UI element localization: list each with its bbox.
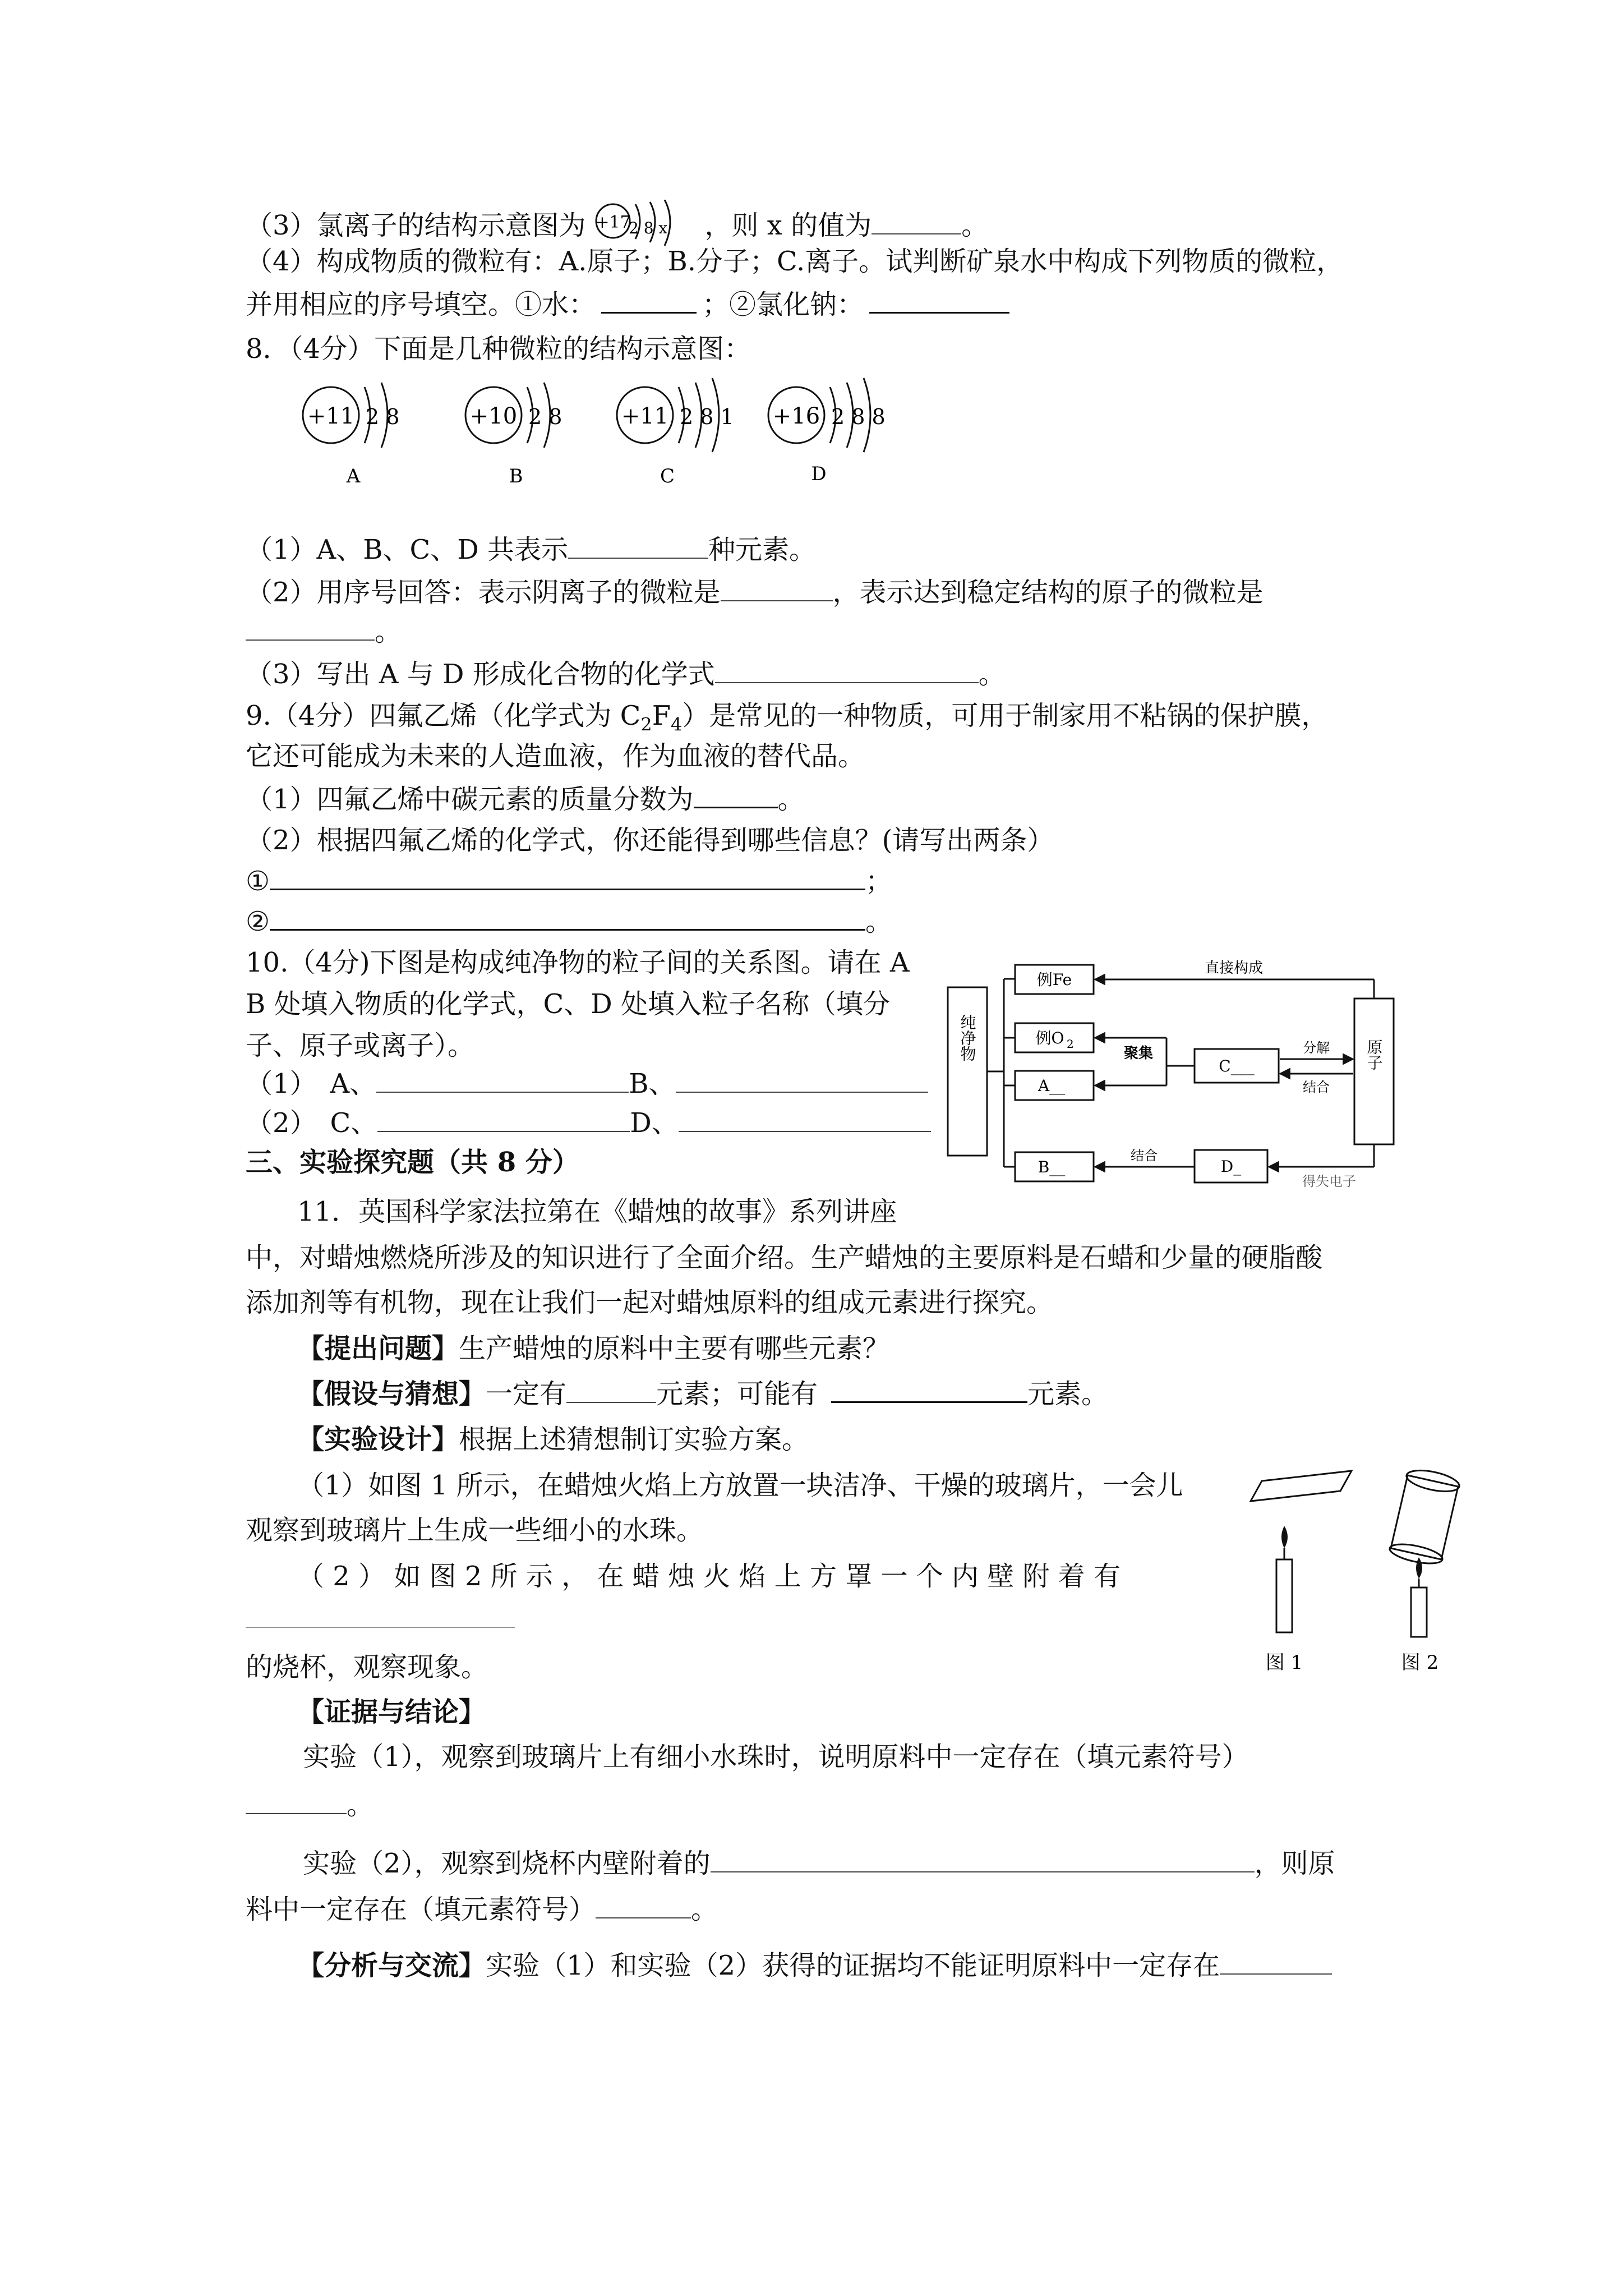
q11-exp1-line1: （1）如图 1 所示，在蜡烛火焰上方放置一块洁净、干燥的玻璃片，一会儿 <box>297 1470 1183 1501</box>
gather-label: 聚集 <box>1123 1045 1154 1062</box>
q11-line2: 中，对蜡烛燃烧所涉及的知识进行了全面介绍。生产蜡烛的主要原料是石蜡和少量的硬脂酸 <box>246 1242 1323 1273</box>
q11-question-text: 生产蜡烛的原料中主要有哪些元素？ <box>459 1333 890 1364</box>
q7-nacl-blank[interactable] <box>869 287 1009 314</box>
q7-line3-text-b: ，则 x 的值为 <box>704 210 872 241</box>
q9-sub1-end: 。 <box>777 784 805 815</box>
candle-figures <box>1239 1458 1475 1677</box>
q11-exp1-line2: 观察到玻璃片上生成一些细小的水珠。 <box>246 1515 704 1546</box>
q11-hypothesis-text-a: 一定有 <box>486 1378 567 1410</box>
particle-b-label: B <box>509 465 523 487</box>
particle-d-label: D <box>811 463 827 485</box>
q10-relationship-diagram <box>942 954 1413 1189</box>
q8-stable-atom-blank[interactable] <box>246 615 375 641</box>
q11-analysis-blank[interactable] <box>1220 1949 1332 1975</box>
q9-choice2-marker: ② <box>246 906 270 937</box>
particle-b <box>465 383 562 487</box>
q8-title: 8．（4分）下面是几种微粒的结构示意图： <box>246 333 751 365</box>
q10-b-blank[interactable] <box>676 1067 928 1093</box>
atom-box <box>1354 999 1394 1144</box>
q11-ev1-element-blank[interactable] <box>246 1788 347 1814</box>
particle-d-shells: 2 8 8 <box>831 404 886 429</box>
q11-ev2-element-blank[interactable] <box>596 1893 691 1918</box>
q9-choice1-marker: ① <box>246 866 270 897</box>
figure-2-label: 图 2 <box>1401 1651 1439 1674</box>
q11-may-element-blank[interactable] <box>831 1377 1027 1403</box>
q11-question <box>297 1332 889 1365</box>
q9-line1-text-a: 9.（4分）四氟乙烯（化学式为 C <box>246 700 641 731</box>
q11-ev2-text-end: ，则原 <box>1254 1848 1335 1879</box>
electron-label: 得失电子 <box>1302 1174 1356 1189</box>
q8-sub1-text-b: 种元素。 <box>708 534 816 565</box>
q10-a-blank[interactable] <box>376 1067 629 1093</box>
particle-b-nucleus: +10 <box>469 403 518 429</box>
q7-x-blank[interactable] <box>872 209 961 234</box>
particle-c <box>617 378 734 487</box>
q11-hypothesis-tag: 【假设与猜想】 <box>297 1378 486 1410</box>
section3-heading: 三、实验探究题（共 8 分） <box>246 1147 579 1178</box>
q8-sub2-text-b: ，表示达到稳定结构的原子的微粒是 <box>832 577 1264 608</box>
q11-exp2-blank-line <box>246 1602 515 1636</box>
q11-analysis <box>297 1949 1332 1982</box>
q8-sub2-end: 。 <box>375 616 402 647</box>
q9-choice1-end: ； <box>865 866 893 897</box>
q8-sub1-text-a: （1）A、B、C、D 共表示 <box>246 534 568 565</box>
q8-sub3-text: （3）写出 A 与 D 形成化合物的化学式 <box>246 659 715 690</box>
q8-sub2-cont <box>246 615 402 648</box>
pure-substance-label: 纯净物 <box>958 1014 977 1061</box>
q11-design <box>297 1423 809 1456</box>
q10-c-blank[interactable] <box>377 1106 630 1132</box>
example-fe-label: 例Fe <box>1036 970 1072 989</box>
q10-row1-label-a: （1） A、 <box>246 1068 377 1099</box>
atom-label: 原子 <box>1364 1039 1384 1070</box>
q8-formula-blank[interactable] <box>715 657 979 683</box>
particle-b-shells: 2 8 <box>528 404 562 429</box>
q7-line4b <box>246 287 1009 321</box>
q9-mass-fraction-blank[interactable] <box>694 782 778 808</box>
q9-line1-text-b: ）是常见的一种物质，可用于制家用不粘锅的保护膜， <box>682 700 1329 731</box>
combine-label-2: 结合 <box>1131 1148 1158 1163</box>
q9-info1-blank[interactable] <box>270 864 865 890</box>
q8-sub2 <box>246 576 1264 609</box>
q11-line3: 添加剂等有机物，现在让我们一起对蜡烛原料的组成元素进行探究。 <box>246 1287 1054 1318</box>
q11-ev2-observation-blank[interactable] <box>711 1847 1255 1872</box>
q11-hypothesis-text-b: 元素；可能有 <box>656 1378 818 1410</box>
q11-ev2-line2-end: 。 <box>691 1894 718 1925</box>
q11-hypothesis <box>297 1377 1108 1411</box>
particle-a-label: A <box>346 465 361 487</box>
q9-line1 <box>246 699 1328 742</box>
q11-hypothesis-text-c: 元素。 <box>1027 1378 1109 1410</box>
q10-row1 <box>246 1067 928 1101</box>
q8-particle-diagrams <box>292 370 987 499</box>
box-a-label: A__ <box>1038 1076 1066 1095</box>
particle-c-shells: 2 8 1 <box>680 404 734 429</box>
q9-sub1 <box>246 782 805 816</box>
q8-sub3-end: 。 <box>978 659 1006 690</box>
candle-2-icon <box>1411 1557 1427 1637</box>
q9-sub1-text: （1）四氟乙烯中碳元素的质量分数为 <box>246 784 694 815</box>
cl-shell-label: 2 8 x <box>628 219 667 237</box>
particle-c-label: C <box>660 465 675 487</box>
example-o2-sub: 2 <box>1067 1037 1074 1051</box>
particle-d <box>768 378 886 485</box>
q9-line2: 它还可能成为未来的人造血液，作为血液的替代品。 <box>246 740 865 772</box>
q8-sub2-text-a: （2）用序号回答：表示阴离子的微粒是 <box>246 577 721 608</box>
q10-row1-label-b: B、 <box>629 1068 676 1099</box>
q11-design-tag: 【实验设计】 <box>297 1424 459 1455</box>
q10-d-blank[interactable] <box>679 1106 931 1132</box>
q11-ev2-line2 <box>246 1893 718 1926</box>
q8-anion-blank[interactable] <box>721 576 833 601</box>
particle-c-nucleus: +11 <box>621 403 669 429</box>
direct-composition-label: 直接构成 <box>1204 960 1264 977</box>
q10-row2 <box>246 1106 931 1140</box>
particle-d-nucleus: +16 <box>772 403 820 429</box>
q9-sub2: （2）根据四氟乙烯的化学式，你还能得到哪些信息？(请写出两条） <box>246 825 1054 856</box>
q8-sub3 <box>246 657 1006 691</box>
cl-nucleus-label: +17 <box>594 213 631 232</box>
particle-a <box>303 383 399 487</box>
q7-line3-end: 。 <box>961 210 989 241</box>
q11-beaker-wall-blank[interactable] <box>246 1602 515 1628</box>
q7-water-blank[interactable] <box>601 287 697 314</box>
q11-exp2-line1: （ 2 ） 如 图 2 所 示 ， 在 蜡 烛 火 焰 上 方 罩 一 个 内 壁 附 着 有 <box>297 1561 1121 1592</box>
q10-row2-label-d: D、 <box>630 1107 679 1139</box>
q11-ev1-line1: 实验（1），观察到玻璃片上有细小水珠时，说明原料中一定存在（填元素符号） <box>303 1741 1249 1773</box>
q11-evidence-tag <box>297 1695 486 1729</box>
figure-1-label: 图 1 <box>1265 1651 1303 1674</box>
q11-exp2-line2: 的烧杯，观察现象。 <box>246 1651 488 1683</box>
decompose-label: 分解 <box>1303 1040 1330 1056</box>
q7-water-label: 并用相应的序号填空。①水： <box>246 289 596 320</box>
q10-line1: 10.（4分)下图是构成纯净物的粒子间的关系图。请在 A <box>246 947 910 978</box>
inverted-beaker-icon <box>1388 1466 1461 1567</box>
q7-nacl-label: ；②氯化钠： <box>702 289 864 320</box>
q7-line3-text-a: （3）氯离子的结构示意图为 <box>246 210 586 241</box>
candle-1-icon <box>1276 1526 1292 1632</box>
q10-row2-label-c: （2） C、 <box>246 1107 378 1139</box>
q9-choice2-end: 。 <box>865 906 893 937</box>
q11-analysis-text: 实验（1）和实验（2）获得的证据均不能证明原料中一定存在 <box>486 1950 1220 1981</box>
glass-plate-icon <box>1251 1471 1352 1501</box>
q11-question-tag: 【提出问题】 <box>297 1333 459 1364</box>
combine-label-1: 结合 <box>1303 1079 1330 1095</box>
pure-substance-box <box>948 987 987 1156</box>
q11-design-text: 根据上述猜想制订实验方案。 <box>459 1424 809 1455</box>
q11-ev2-text: 实验（2），观察到烧杯内壁附着的 <box>303 1848 711 1879</box>
q11-ev2-line1 <box>303 1847 1335 1880</box>
q9-sub-4: 4 <box>671 714 683 735</box>
q8-element-count-blank[interactable] <box>568 533 708 559</box>
q11-ev1-end: 。 <box>347 1789 374 1821</box>
q9-sub-2: 2 <box>640 714 652 735</box>
q11-ev1-line2 <box>246 1788 374 1822</box>
q7-line4a: （4）构成物质的微粒有：A.原子；B.分子；C.离子。试判断矿泉水中构成下列物质的微粒， <box>246 246 1344 277</box>
q11-analysis-tag: 【分析与交流】 <box>297 1950 486 1981</box>
q9-info2-blank[interactable] <box>270 904 865 931</box>
q9-choice2 <box>246 904 892 938</box>
example-o2-label: 例O <box>1035 1029 1064 1047</box>
q10-line3: 子、原子或离子）。 <box>246 1030 475 1061</box>
q11-evidence-tag-text: 【证据与结论】 <box>297 1696 486 1728</box>
box-d-label: D_ <box>1220 1157 1242 1176</box>
q9-f: F <box>652 700 671 731</box>
q11-must-element-blank[interactable] <box>566 1377 656 1403</box>
box-b-label: B__ <box>1038 1158 1066 1176</box>
box-c-label: C___ <box>1219 1057 1255 1075</box>
particle-a-shells: 2 8 <box>366 404 400 429</box>
q8-sub1 <box>246 533 816 567</box>
particle-a-nucleus: +11 <box>307 403 355 429</box>
q11-line1: 11．英国科学家法拉第在《蜡烛的故事》系列讲座 <box>297 1196 897 1227</box>
q11-ev2-line2-text: 料中一定存在（填元素符号） <box>246 1894 596 1925</box>
q10-line2: B 处填入物质的化学式，C、D 处填入粒子名称（填分 <box>246 988 891 1020</box>
q9-choice1 <box>246 864 892 898</box>
